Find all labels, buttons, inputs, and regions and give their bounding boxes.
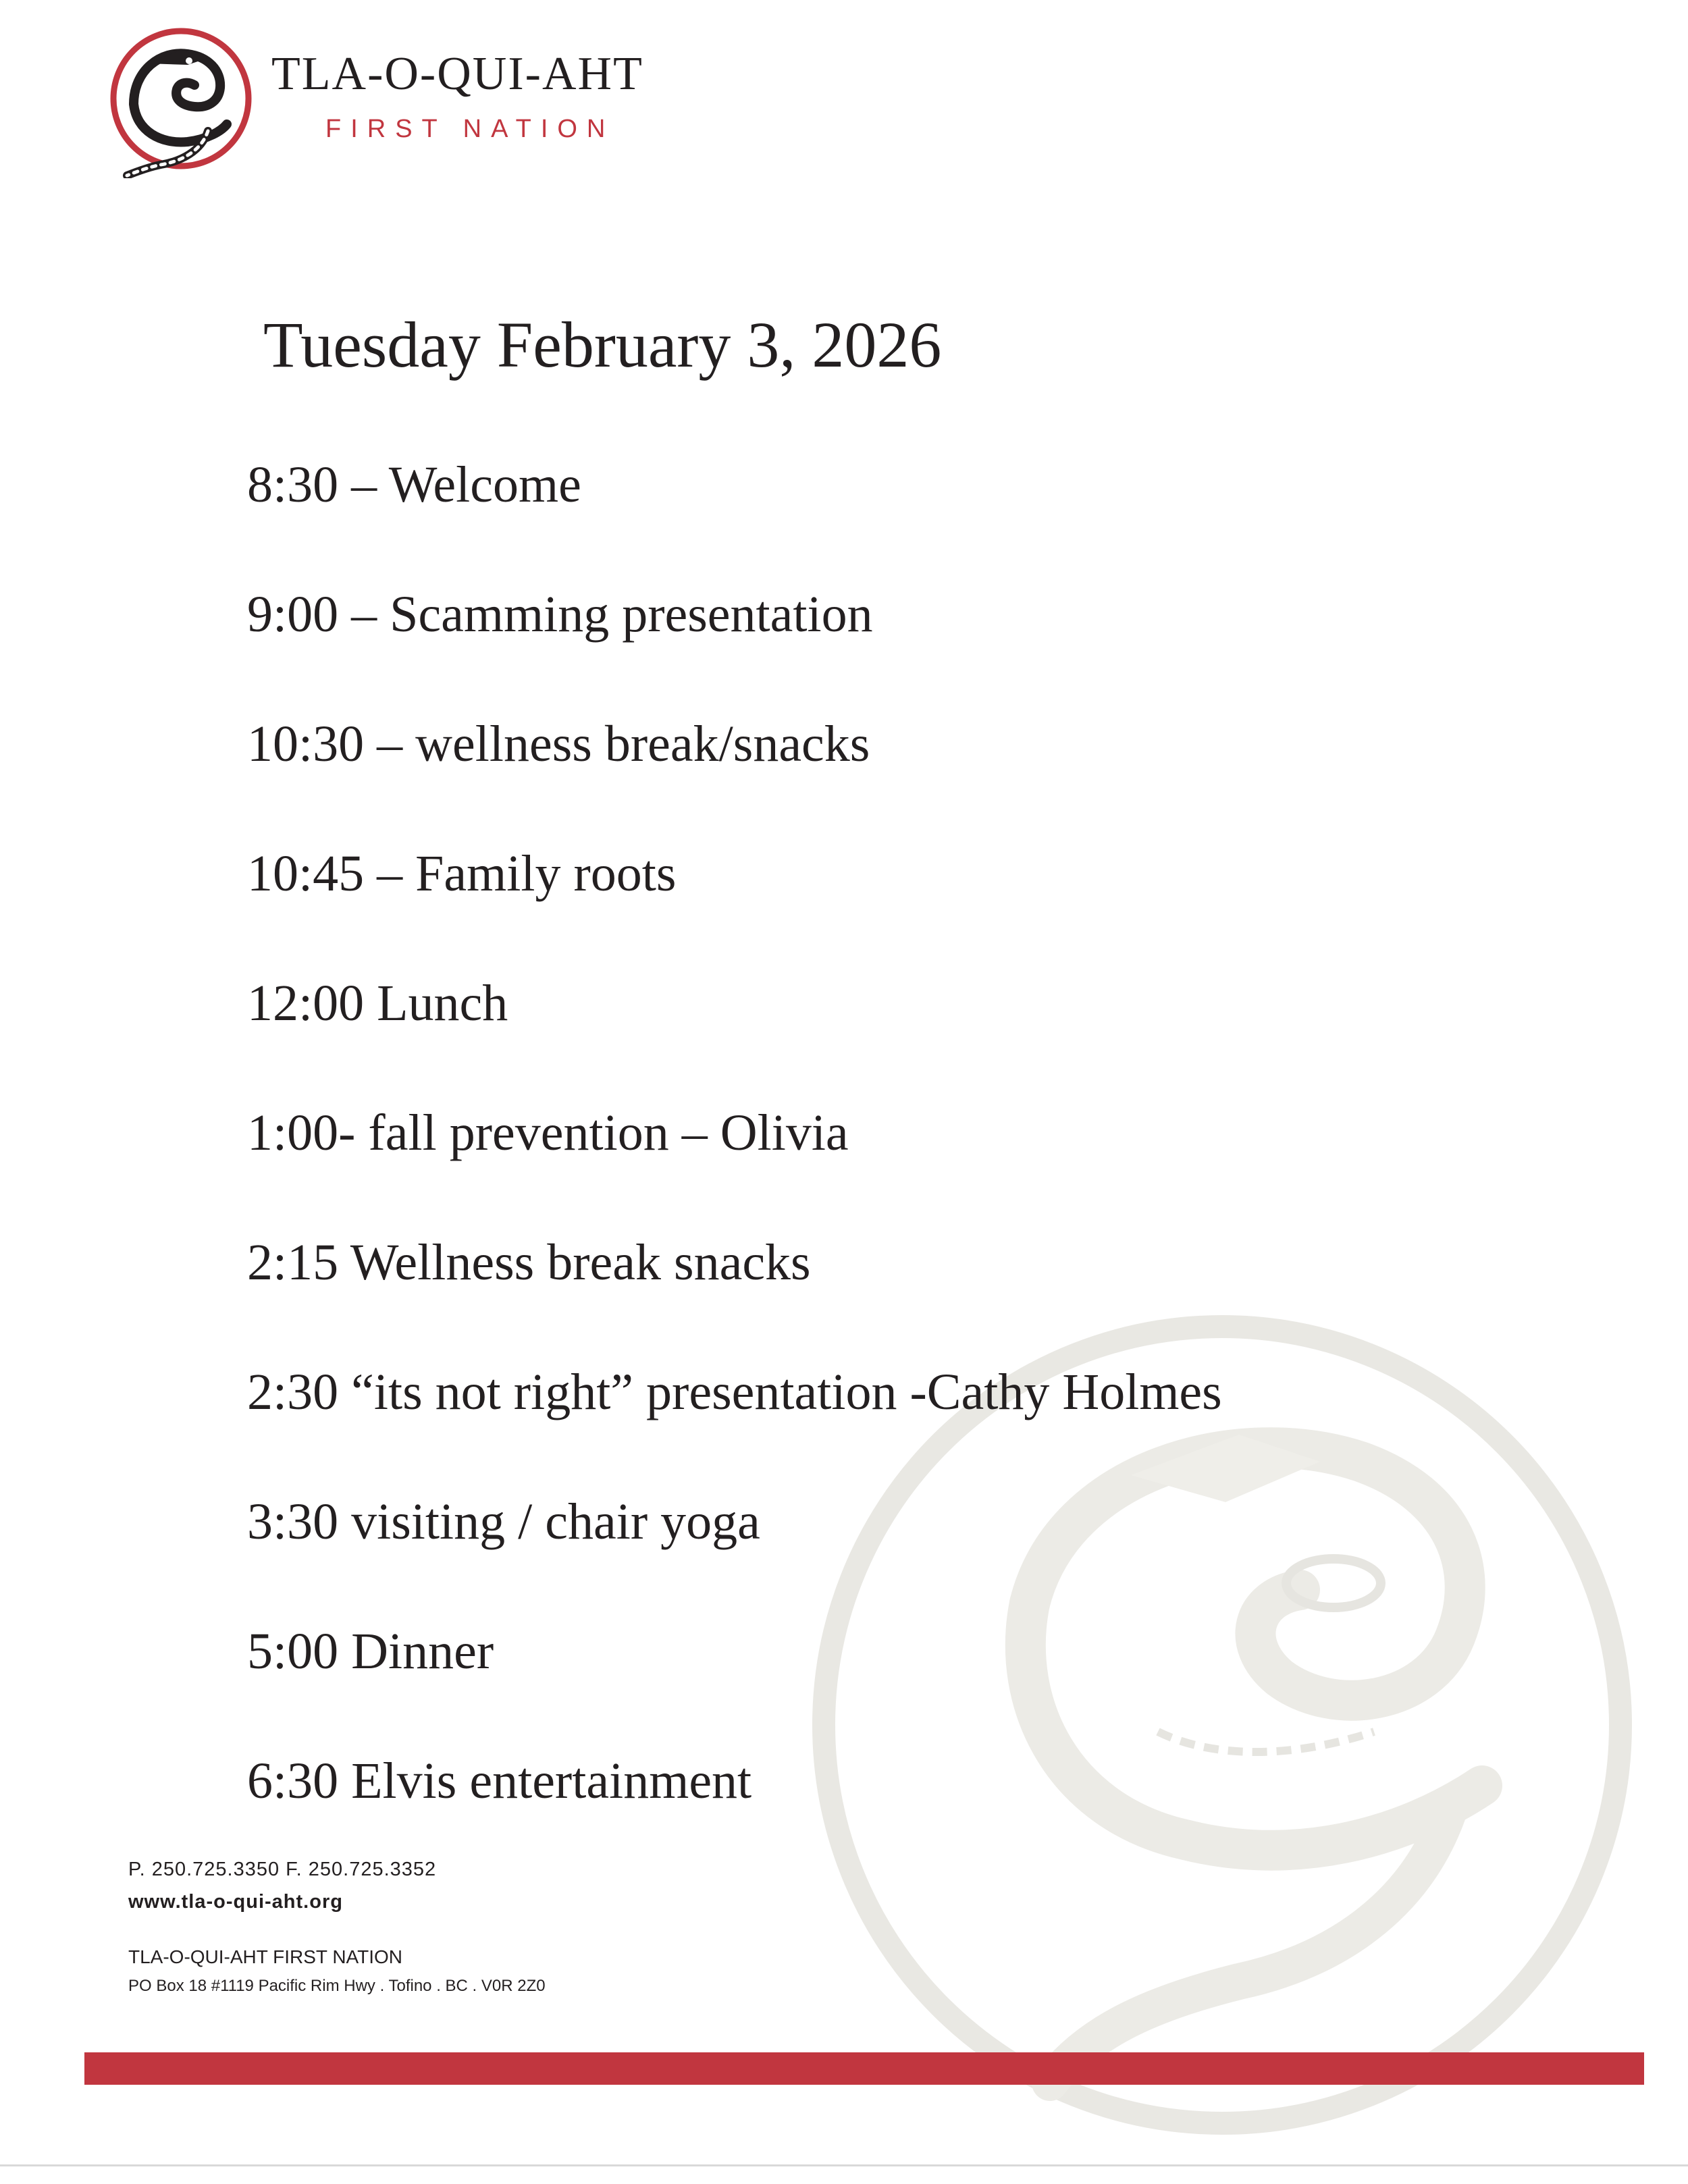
org-name: TLA-O-QUI-AHT xyxy=(271,48,643,100)
agenda-item: 10:45 – Family roots xyxy=(247,845,677,902)
phone-fax: P. 250.725.3350 F. 250.725.3352 xyxy=(128,1859,437,1880)
agenda-item: 8:30 – Welcome xyxy=(247,456,581,513)
address-line: PO Box 18 #1119 Pacific Rim Hwy . Tofino . BC . V0R 2Z0 xyxy=(128,1977,546,1995)
agenda-item: 1:00- fall prevention – Olivia xyxy=(247,1104,849,1161)
footer-bar xyxy=(84,2052,1644,2085)
page-edge xyxy=(0,2164,1688,2166)
agenda-item: 3:30 visiting / chair yoga xyxy=(247,1493,760,1550)
address-org-name: TLA-O-QUI-AHT FIRST NATION xyxy=(128,1946,403,1967)
org-subtitle: FIRST NATION xyxy=(325,115,615,143)
serpent-circle-logo xyxy=(107,23,255,178)
agenda-item: 9:00 – Scamming presentation xyxy=(247,586,873,643)
agenda-item: 5:00 Dinner xyxy=(247,1623,494,1680)
agenda-list xyxy=(247,456,1222,1885)
agenda-item: 2:15 Wellness break snacks xyxy=(247,1234,811,1291)
agenda-item: 12:00 Lunch xyxy=(247,975,508,1032)
contact-block xyxy=(128,1853,436,1918)
agenda-item: 2:30 “its not right” presentation -Cathy Holmes xyxy=(247,1364,1222,1420)
agenda-item: 10:30 – wellness break/snacks xyxy=(247,716,870,772)
address-block xyxy=(128,1942,546,2000)
website-link[interactable]: www.tla-o-qui-aht.org xyxy=(128,1891,343,1913)
date-heading: Tuesday February 3, 2026 xyxy=(263,309,942,381)
agenda-item: 6:30 Elvis entertainment xyxy=(247,1753,752,1809)
